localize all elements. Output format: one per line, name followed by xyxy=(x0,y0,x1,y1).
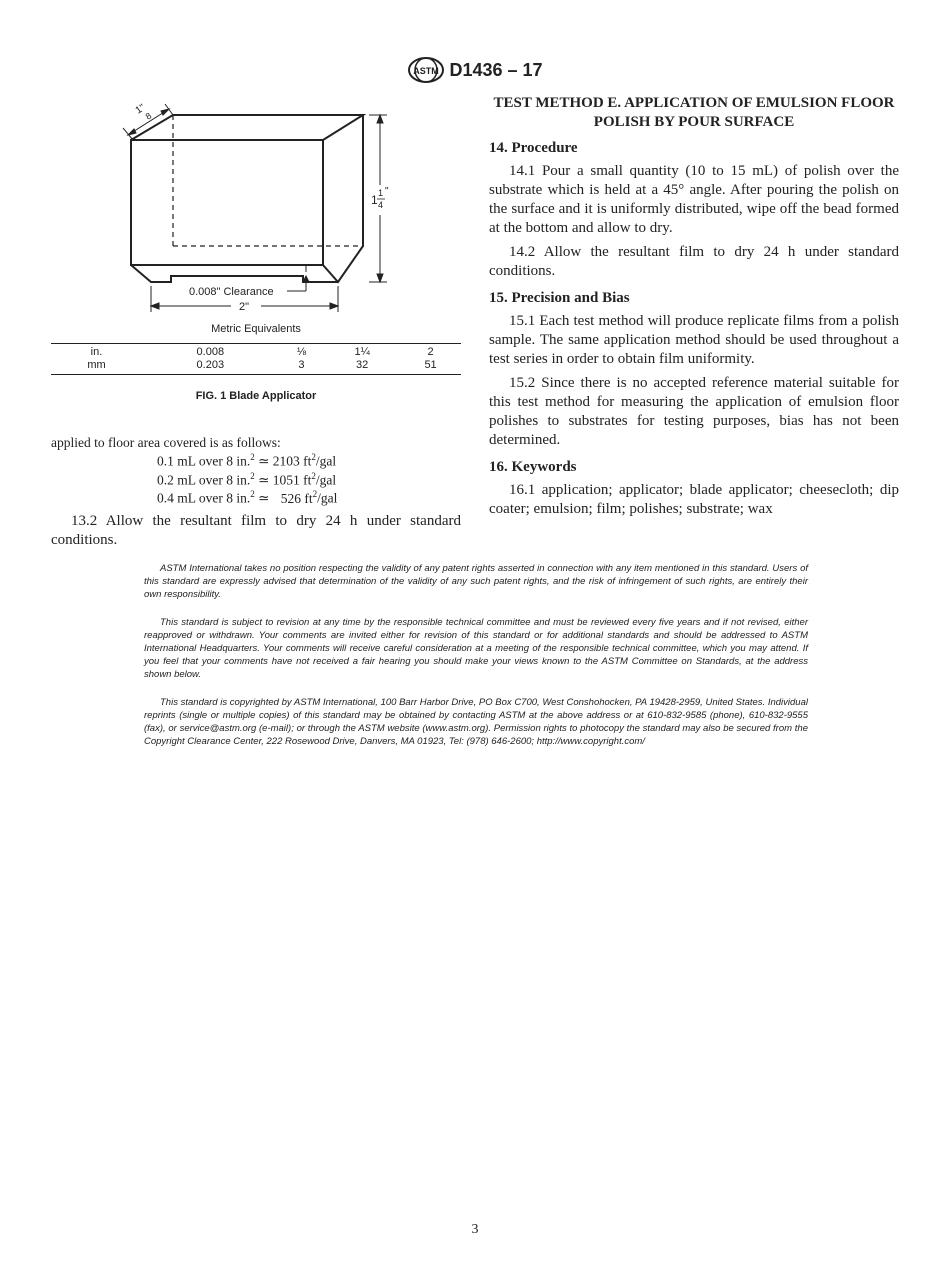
height-frac-den: 4 xyxy=(378,200,384,210)
paragraph-14-1: 14.1 Pour a small quantity (10 to 15 mL) of polish over the substrate which is held at a 45° angle. After pouring the polish on the surface and it is uniformly distributed, wipe off the bead formed at the bottom and allow to dry. xyxy=(489,163,899,236)
footnote-revision: This standard is subject to revision at any time by the responsible technical committee and must be reviewed every five years and if not revised, either reapproved or withdrawn. Your comments are invited either for revision of this standard or for additional standards and should be addressed to ASTM International Headquarters. Your comments will receive careful consideration at a meeting of the responsible technical committee, which you may attend. If you feel that your comments have not received a fair hearing you should make your views known to the ASTM Committee on Standards, at the address shown below. xyxy=(144,617,808,680)
logo-text: ASTM xyxy=(413,66,440,76)
right-column xyxy=(489,94,899,524)
height-quote: " xyxy=(385,186,389,197)
right-face xyxy=(323,115,363,282)
heading-14: 14. Procedure xyxy=(489,140,578,156)
paragraph-16-1: 16.1 application; applicator; blade applicator; cheesecloth; dip coater; emulsion; film; polishes; substrate; wax xyxy=(489,482,899,517)
heading-15: 15. Precision and Bias xyxy=(489,290,630,306)
paragraph-15-2: 15.2 Since there is no accepted reference material suitable for this test method for measuring the application of emulsion floor polishes to substrates for testing purposes, bias has not been determined. xyxy=(489,375,899,448)
table-cell: 0.203 xyxy=(142,359,279,375)
table-row xyxy=(51,359,461,375)
thickness-label: 1" xyxy=(133,102,148,117)
metric-table xyxy=(51,343,461,375)
metric-title: Metric Equivalents xyxy=(211,323,301,335)
width-label: 2" xyxy=(239,301,250,313)
thickness-frac: 8 xyxy=(143,110,154,122)
footnotes xyxy=(144,562,808,748)
footnote-copyright: This standard is copyrighted by ASTM International, 100 Barr Harbor Drive, PO Box C700, West Conshohocken, PA 19428-2959, United States. Individual reprints (single or multiple copies) of this standard may be obtained by contacting ASTM at the above address or at 610-832-9585 (phone), 610-832-9555 (fax), or service@astm.org (e-mail); or through the ASTM website (www.astm.org). Permission rights to photocopy the standard may also be secured from the Copyright Clearance Center, 222 Rosewood Drive, Danvers, MA 01923, Tel: (978) 646-2600; http://www.copyright.com/ xyxy=(144,697,808,747)
top-face xyxy=(131,115,363,140)
height-label: 1 xyxy=(371,193,378,207)
clearance-label: 0.008" Clearance xyxy=(189,286,274,298)
section-title: TEST METHOD E. APPLICATION OF EMULSION FLOOR POLISH BY POUR SURFACE xyxy=(493,95,895,130)
left-column xyxy=(51,435,461,555)
table-cell: 3 xyxy=(279,359,325,375)
formula-line: 0.4 mL over 8 in.$^2$ ≃ 526 $ft^2$/gal xyxy=(157,489,338,506)
table-cell: 2 xyxy=(400,344,461,360)
page-header xyxy=(0,56,950,84)
table-cell: 51 xyxy=(400,359,461,375)
table-cell: 32 xyxy=(324,359,400,375)
height-frac-num: 1 xyxy=(378,188,384,198)
table-cell: 1¼ xyxy=(324,344,400,360)
footnote-patent: ASTM International takes no position respecting the validity of any patent rights asserted in connection with any item mentioned in this standard. Users of this standard are expressly advised that determination of the validity of any such patent rights, and the risk of infringement of such rights, are entirely their own responsibility. xyxy=(144,563,808,600)
page-number: 3 xyxy=(471,1222,479,1237)
table-cell: 0.008 xyxy=(142,344,279,360)
table-cell: mm xyxy=(51,359,142,375)
formula-line: 0.2 mL over 8 in.$^2$ ≃ 1051 $ft^2$/gal xyxy=(157,470,337,487)
table-row xyxy=(51,344,461,360)
formula-intro: applied to floor area covered is as follows: xyxy=(51,435,281,450)
table-cell: ⅛ xyxy=(279,344,325,360)
designation: D1436 – 17 xyxy=(449,59,543,80)
blade-applicator-drawing xyxy=(51,100,461,325)
astm-logo-icon xyxy=(407,56,445,84)
paragraph-13-2: 13.2 Allow the resultant film to dry 24 h under standard conditions. xyxy=(51,512,461,548)
paragraph-14-2: 14.2 Allow the resultant film to dry 24 h under standard conditions. xyxy=(489,244,899,279)
formula-line: 0.1 mL over 8 in.$^2$ ≃ 2103 $ft^2$/gal xyxy=(157,452,337,469)
figure-caption: FIG. 1 Blade Applicator xyxy=(195,390,317,402)
table-cell: in. xyxy=(51,344,142,360)
paragraph-15-1: 15.1 Each test method will produce replicate films from a polish sample. The same application method should be used throughout a test series in order to obtain film uniformity. xyxy=(489,313,899,367)
heading-16: 16. Keywords xyxy=(489,459,577,475)
